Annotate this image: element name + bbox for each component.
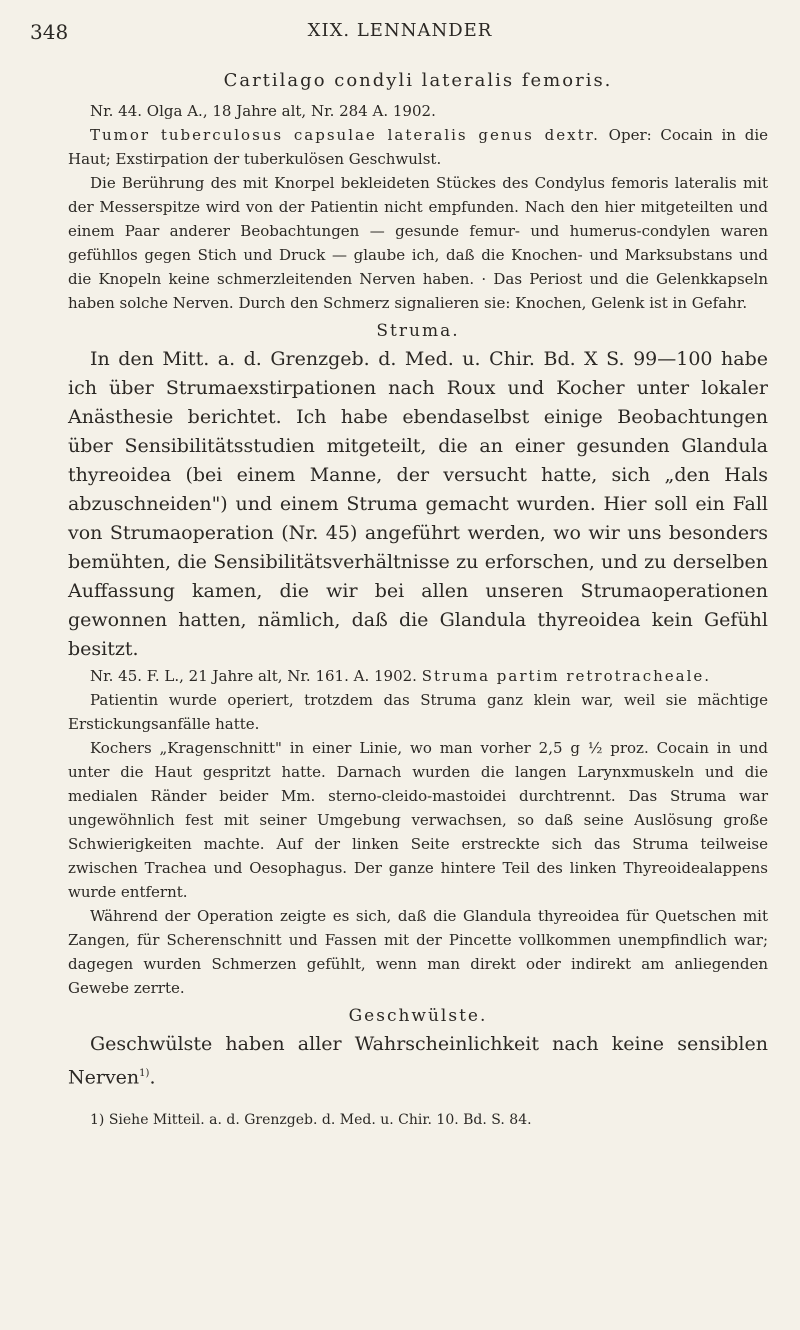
page-header	[30, 20, 770, 50]
case-45-paragraph-2: Kochers „Kragenschnitt" in einer Linie, wo man vorher 2,5 g ½ proz. Cocain in und unter die Haut gespritzt hatte. Darnach wurden die langen Larynxmuskeln und die medialen Ränder beider Mm. sterno-cleido-mastoidei durchtrennt. Das Struma war ungewöhnlich fest mit seiner Umgebung verwachsen, so daß seine Auslösung große Schwierigkeiten machte. Auf der linken Seite erstreckte sich das Struma teilweise zwischen Trachea und Oesophagus. Der ganze hintere Teil des linken Thyreoidealappens wurde entfernt.	[68, 739, 768, 901]
page-number: 348	[30, 20, 69, 44]
case-45-paragraph-1: Patientin wurde operiert, trotzdem das Struma ganz klein war, weil sie mächtige Erstickungsanfälle hatte.	[68, 691, 768, 733]
case-44-diagnosis-spaced: Tumor tuberculosus capsulae lateralis genus dextr.	[90, 126, 600, 144]
case-45-diagnosis: Struma partim retrotracheale.	[421, 667, 712, 685]
footnote-mark: 1)	[139, 1068, 150, 1079]
case-45-paragraph-3: Während der Operation zeigte es sich, daß die Glandula thyreoidea für Quetschen mit Zangen, für Scherenschnitt und Fassen mit der Pincette vollkommen unempfindlich war; dagegen wurden Schmerzen gefühlt, wenn man direkt oder indirekt am anliegenden Gewebe zerrte.	[68, 907, 768, 997]
running-title: XIX. LENNANDER	[307, 20, 493, 41]
tumor-paragraph: Geschwülste haben aller Wahrscheinlichkeit nach keine sensiblen Nerven$^{1)}$.	[68, 1033, 768, 1089]
struma-paragraph: In den Mitt. a. d. Grenzgeb. d. Med. u. Chir. Bd. X S. 99—100 habe ich über Strumaexstirpationen nach Roux und Kocher unter lokaler Anästhesie berichtet. Ich habe ebendaselbst einige Beobachtungen über Sensibilitätsstudien mitgeteilt, die an einer gesunden Glandula thyreoidea (bei einem Manne, der versucht hatte, sich „den Hals abzuschneiden") und einem Struma gemacht wurden. Hier soll ein Fall von Strumaoperation (Nr. 45) angeführt werden, wo wir uns besonders bemühten, die Sensibilitätsverhältnisse zu erforschen, und zu derselben Auffassung kamen, die wir bei allen unseren Strumaoperationen gewonnen hatten, nämlich, daß die Glandula thyreoidea kein Gefühl besitzt.	[68, 348, 768, 660]
struma-heading: Struma.	[376, 321, 460, 341]
case-44-diagnosis	[68, 123, 768, 171]
footnote: 1) Siehe Mitteil. a. d. Grenzgeb. d. Med. u. Chir. 10. Bd. S. 84.	[90, 1112, 532, 1129]
case-44-body: Die Berührung des mit Knorpel bekleideten Stückes des Condylus femoris lateralis mit der Messerspitze wird von der Patientin nicht empfunden. Nach den hier mitgeteilten und einem Paar anderer Beobachtungen — gesunde femur- und humerus-condylen waren gefühllos gegen Stich und Druck — glaube ich, daß die Knochen- und Marksubstans und die Knopeln keine schmerzleitenden Nerven haben. · Das Periost und die Gelenkkapseln haben solche Nerven. Durch den Schmerz signalieren sie: Knochen, Gelenk ist in Gefahr.	[68, 174, 768, 312]
tumor-paragraph-text: Geschwülste haben aller Wahrscheinlichkeit nach keine sensiblen Nerven	[68, 1033, 768, 1089]
case-45-meta-line	[68, 664, 768, 688]
tumor-heading: Geschwülste.	[348, 1006, 488, 1026]
section-title: Cartilago condyli lateralis femoris.	[223, 70, 613, 91]
main-text	[68, 70, 768, 1130]
case-44-diagnosis-rest: Oper: Cocain in die Haut; Exstirpation der tuberkulösen Geschwulst.	[68, 126, 768, 168]
case-45-meta: Nr. 45. F. L., 21 Jahre alt, Nr. 161. A. 1902.	[90, 667, 417, 685]
case-44-meta: Nr. 44. Olga A., 18 Jahre alt, Nr. 284 A. 1902.	[90, 102, 436, 120]
